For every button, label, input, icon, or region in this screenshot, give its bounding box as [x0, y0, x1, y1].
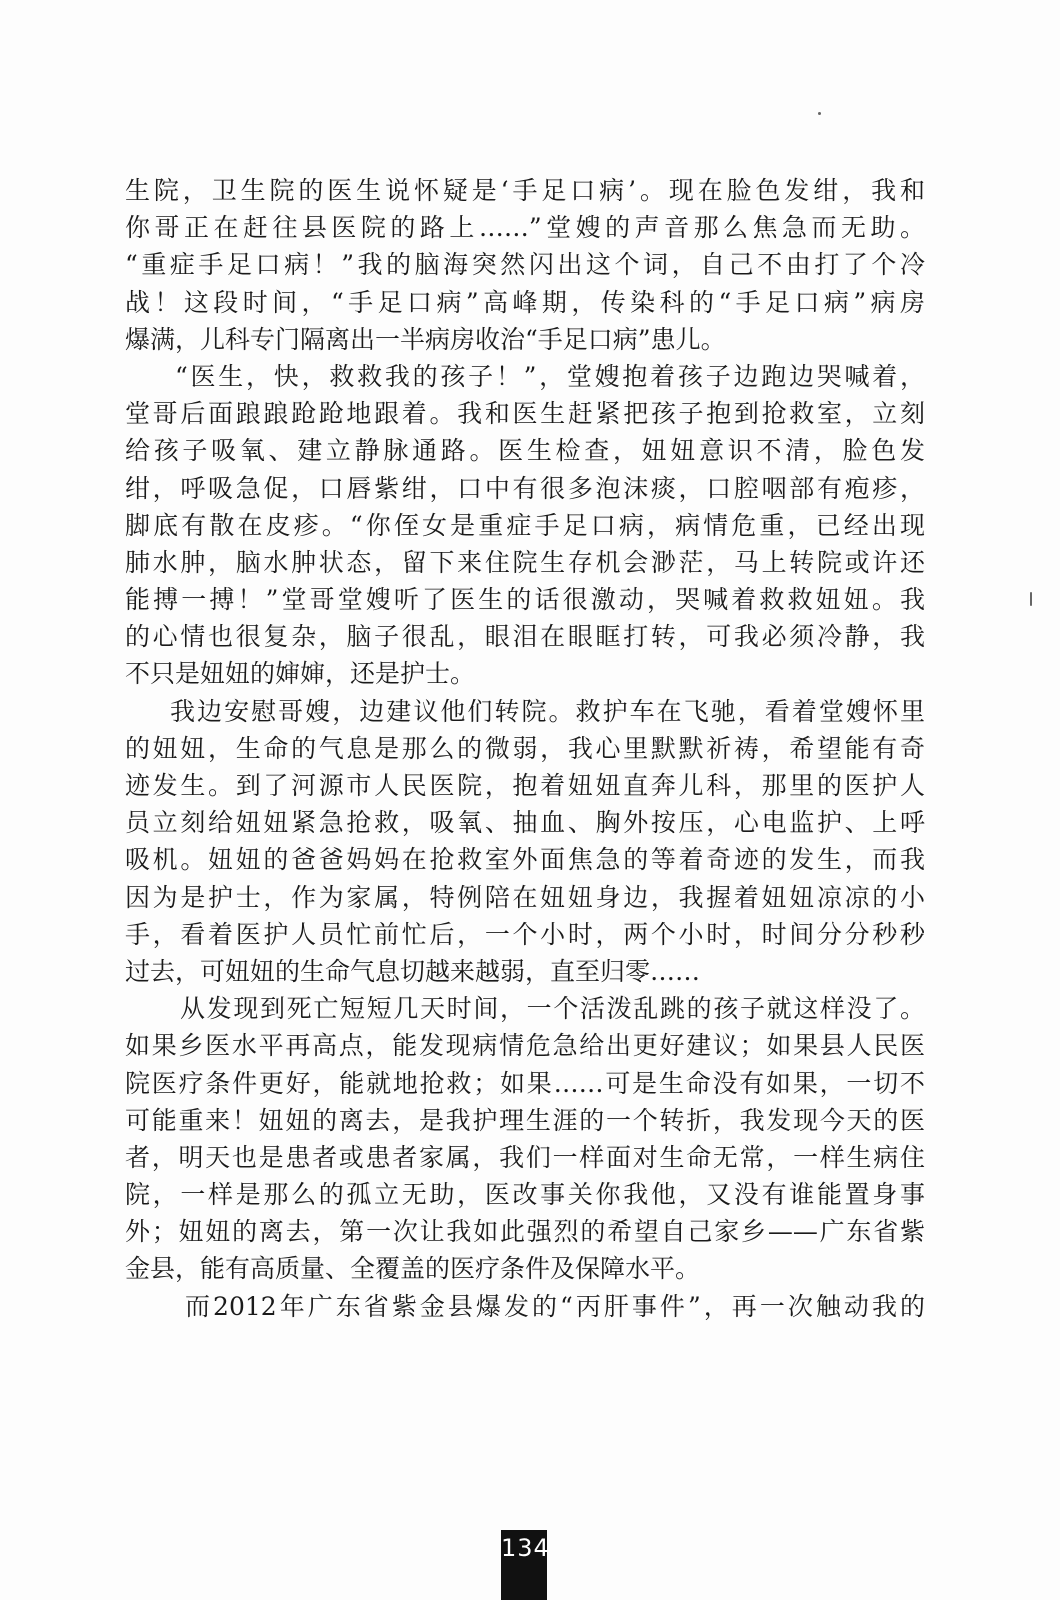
text-line: 外；妞妞的离去，第一次让我如此强烈的希望自己家乡——广东省紫 — [125, 1217, 925, 1247]
text-line: 从发现到死亡短短几天时间，一个活泼乱跳的孩子就这样没了。 — [180, 994, 925, 1024]
scan-speck — [818, 112, 821, 115]
text-line: 战！这段时间，“手足口病”高峰期，传染科的“手足口病”病房 — [125, 287, 925, 317]
text-line: 过去，可妞妞的生命气息切越来越弱，直至归零…… — [125, 956, 701, 986]
text-line: 如果乡医水平再高点，能发现病情危急给出更好建议；如果县人民医 — [125, 1031, 925, 1061]
text-line: 爆满，儿科专门隔离出一半病房收治“手足口病”患儿。 — [125, 324, 726, 354]
text-line: 迹发生。到了河源市人民医院，抱着妞妞直奔儿科，那里的医护人 — [125, 771, 925, 800]
text-line: 你哥正在赶往县医院的路上……”堂嫂的声音那么焦急而无助。 — [125, 213, 925, 243]
scan-speck — [1030, 592, 1032, 606]
text-line: 者，明天也是患者或患者家属，我们一样面对生命无常，一样生病住 — [125, 1142, 925, 1172]
text-line: 堂哥后面踉踉跄跄地跟着。我和医生赶紧把孩子抱到抢救室，立刻 — [125, 399, 925, 429]
text-line: 能搏一搏！”堂哥堂嫂听了医生的话很激动，哭喊着救救妞妞。我 — [125, 585, 925, 615]
text-line: 吸机。妞妞的爸爸妈妈在抢救室外面焦急的等着奇迹的发生，而我 — [125, 845, 925, 875]
text-line: 金县，能有高质量、全覆盖的医疗条件及保障水平。 — [125, 1254, 701, 1284]
text-line: 绀，呼吸急促，口唇紫绀，口中有很多泡沫痰，口腔咽部有疱疹， — [125, 473, 925, 503]
text-line: “医生，快，救救我的孩子！”，堂嫂抱着孩子边跑边哭喊着， — [175, 361, 925, 391]
text-line: 而2012年广东省紫金县爆发的“丙肝事件”，再一次触动我的 — [185, 1291, 925, 1321]
text-line: 院，一样是那么的孤立无助，医改事关你我他，又没有谁能置身事 — [125, 1180, 925, 1210]
text-line: 给孩子吸氧、建立静脉通路。医生检查，妞妞意识不清，脸色发 — [125, 436, 925, 466]
page-number: 134 — [501, 1534, 550, 1562]
text-line: 脚底有散在皮疹。“你侄女是重症手足口病，病情危重，已经出现 — [125, 510, 925, 540]
text-line: 员立刻给妞妞紧急抢救，吸氧、抽血、胸外按压，心电监护、上呼 — [125, 808, 925, 838]
text-line: “重症手足口病！”我的脑海突然闪出这个词，自己不由打了个冷 — [125, 250, 925, 280]
text-line: 的心情也很复杂，脑子很乱，眼泪在眼眶打转，可我必须冷静，我 — [125, 622, 925, 652]
text-line: 不只是妞妞的婶婶，还是护士。 — [125, 659, 476, 689]
text-line: 可能重来！妞妞的离去，是我护理生涯的一个转折，我发现今天的医 — [125, 1105, 925, 1135]
text-line: 的妞妞，生命的气息是那么的微弱，我心里默默祈祷，希望能有奇 — [125, 733, 925, 763]
text-line: 生院，卫生院的医生说怀疑是‘手足口病’。现在脸色发绀，我和 — [125, 176, 925, 205]
text-line: 手，看着医护人员忙前忙后，一个小时，两个小时，时间分分秒秒 — [125, 919, 925, 949]
text-line: 肺水肿，脑水肿状态，留下来住院生存机会渺茫，马上转院或许还 — [125, 547, 925, 577]
text-line: 院医疗条件更好，能就地抢救；如果……可是生命没有如果，一切不 — [125, 1068, 925, 1098]
text-line: 因为是护士，作为家属，特例陪在妞妞身边，我握着妞妞凉凉的小 — [125, 882, 925, 912]
text-line: 我边安慰哥嫂，边建议他们转院。救护车在飞驰，看着堂嫂怀里 — [170, 696, 925, 726]
body-text — [125, 172, 925, 1325]
page-number-tab — [501, 1530, 550, 1600]
